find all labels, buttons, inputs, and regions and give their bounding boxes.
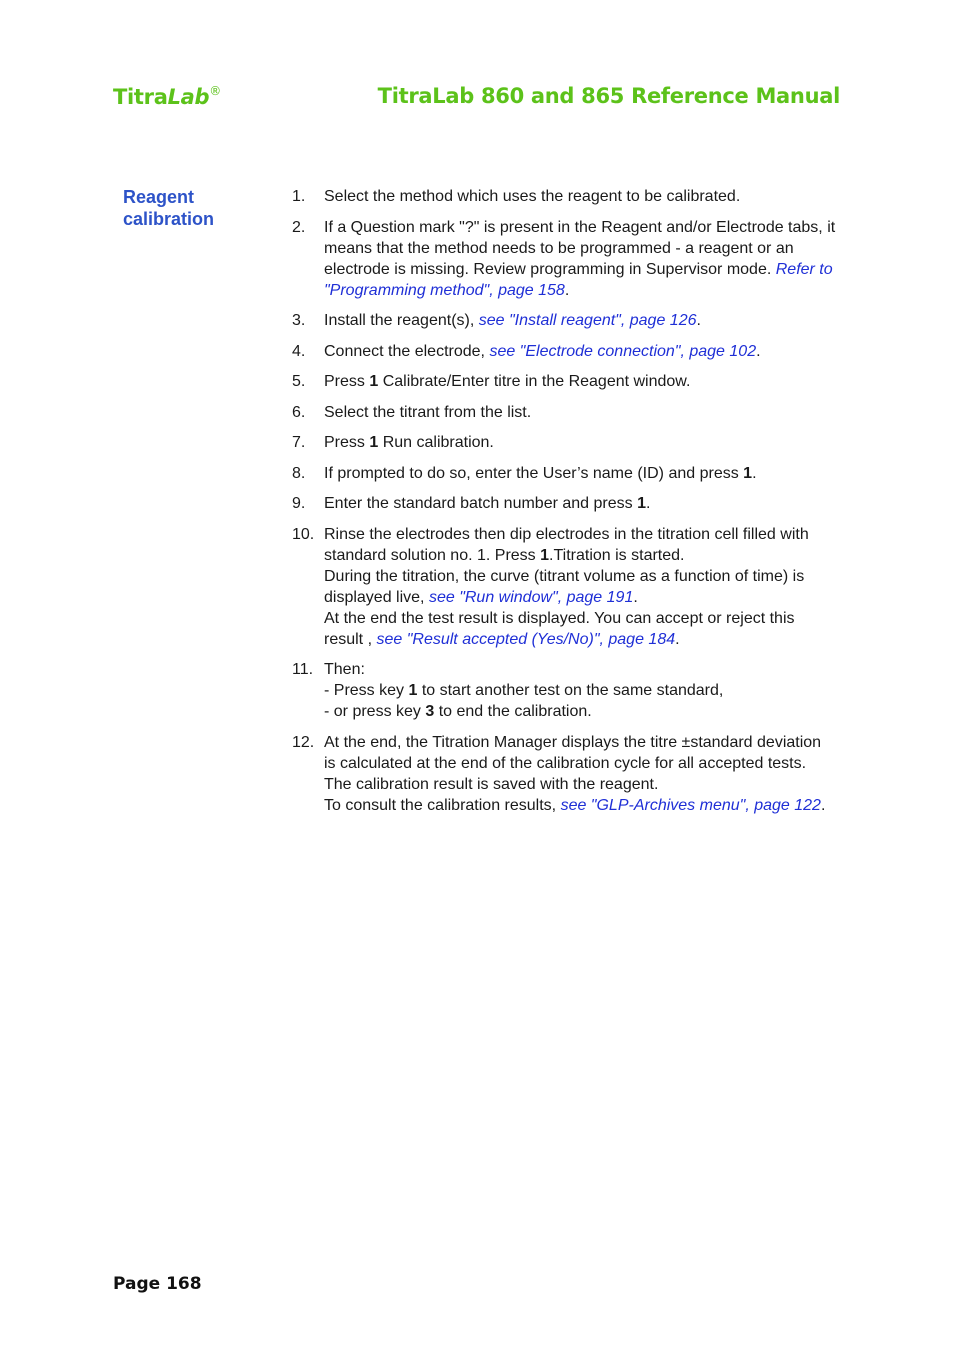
steps-list xyxy=(292,186,837,825)
step-line xyxy=(324,701,837,722)
step-number: 2. xyxy=(292,218,306,236)
step-text-end: . xyxy=(633,588,638,606)
step-text: to start another test on the same standard, xyxy=(417,682,724,699)
step-text: .Titration is started. xyxy=(549,546,685,564)
step-body xyxy=(324,493,837,514)
step-number: 4. xyxy=(292,342,306,360)
step-text: - Press key xyxy=(324,682,409,699)
step-text: Select the titrant from the list. xyxy=(324,403,532,421)
step-text: Select the method which uses the reagent to be calibrated. xyxy=(324,188,741,205)
step-body xyxy=(324,732,837,816)
step-5 xyxy=(292,371,837,392)
step-number: 5. xyxy=(292,373,306,390)
result-accepted-link[interactable]: see "Result accepted (Yes/No)", page 184 xyxy=(376,630,676,648)
run-window-link[interactable]: see "Run window", page 191 xyxy=(428,588,634,606)
step-text-end: . xyxy=(564,281,570,299)
step-10 xyxy=(292,524,837,650)
step-number: 8. xyxy=(292,464,306,482)
step-3 xyxy=(292,310,837,331)
step-text: Enter the standard batch number and press xyxy=(324,495,638,512)
page-number: Page 168 xyxy=(113,1274,202,1294)
step-1 xyxy=(292,186,837,207)
step-text: At the end the test result is displayed. You can accept or reject this result , xyxy=(324,609,795,648)
registered-mark: ® xyxy=(209,84,221,98)
key-label: 1 xyxy=(369,434,379,451)
step-line xyxy=(324,680,837,701)
step-12 xyxy=(292,732,837,816)
section-heading xyxy=(123,186,273,230)
step-body xyxy=(324,371,837,392)
brand-logo xyxy=(113,84,221,109)
key-label: 1 xyxy=(637,495,646,512)
step-line: Then: xyxy=(324,661,365,678)
step-number: 11. xyxy=(292,661,314,678)
step-text-end: Run calibration. xyxy=(378,434,494,451)
step-text-end: Calibrate/Enter titre in the Reagent window. xyxy=(378,373,691,390)
step-line xyxy=(324,524,837,566)
step-body xyxy=(324,217,837,301)
step-text: Press xyxy=(324,434,370,451)
brand-suffix: Lab xyxy=(167,85,210,109)
step-line xyxy=(324,608,837,650)
step-text-end: . xyxy=(820,796,826,814)
step-7 xyxy=(292,432,837,453)
step-number: 12. xyxy=(292,733,315,751)
step-text: If a Question mark "?" is present in the Reagent and/or Electrode tabs, it means that the method needs to be programmed - a reagent or an electrode is missing. Review programming in Supervisor mode. xyxy=(324,218,836,278)
step-body xyxy=(324,463,837,484)
step-body xyxy=(324,524,837,650)
step-number: 6. xyxy=(292,403,306,421)
step-number: 10. xyxy=(292,525,315,543)
programming-method-link[interactable]: Refer to "Programming method", page 158 xyxy=(324,260,833,299)
step-text: During the titration, the curve (titrant volume as a function of time) is displayed live, xyxy=(324,567,805,606)
key-label: 3 xyxy=(425,703,435,720)
step-9 xyxy=(292,493,837,514)
step-text: Rinse the electrodes then dip electrodes in the titration cell filled with standard solution no. 1. Press xyxy=(324,525,809,564)
key-label: 1 xyxy=(408,682,418,699)
step-11 xyxy=(292,659,837,722)
step-number: 1. xyxy=(292,188,306,205)
step-line xyxy=(324,795,837,816)
electrode-connection-link[interactable]: see "Electrode connection", page 102 xyxy=(489,342,757,360)
step-2 xyxy=(292,217,837,301)
step-text-end: . xyxy=(752,464,757,482)
step-4 xyxy=(292,341,837,362)
step-number: 9. xyxy=(292,495,306,512)
step-body xyxy=(324,310,837,331)
step-body xyxy=(324,432,837,453)
step-text: to end the calibration. xyxy=(434,703,592,720)
step-text-end: . xyxy=(675,630,680,648)
step-number: 7. xyxy=(292,434,306,451)
step-line: At the end, the Titration Manager displays the titre ±standard deviation is calculated at the end of the calibration cycle for all accepted tests. The calibration result is saved with the reagent. xyxy=(324,733,822,793)
step-number: 3. xyxy=(292,312,306,329)
step-body xyxy=(324,341,837,362)
brand-prefix: Titra xyxy=(113,85,168,109)
install-reagent-link[interactable]: see "Install reagent", page 126 xyxy=(478,312,697,329)
step-text-end: . xyxy=(696,312,701,329)
step-text: Press xyxy=(324,373,370,390)
glp-archives-link[interactable]: see "GLP-Archives menu", page 122 xyxy=(560,796,821,814)
step-text-end: . xyxy=(645,495,651,512)
section-heading-line1: Reagent xyxy=(123,187,195,207)
step-text: If prompted to do so, enter the User’s name (ID) and press xyxy=(324,464,744,482)
section-heading-line2: calibration xyxy=(123,209,215,229)
step-6 xyxy=(292,402,837,423)
manual-title: TitraLab 860 and 865 Reference Manual xyxy=(377,84,840,108)
step-text: Connect the electrode, xyxy=(324,342,490,360)
key-label: 1 xyxy=(540,546,550,564)
step-text: Install the reagent(s), xyxy=(324,312,479,329)
step-text: - or press key xyxy=(324,703,426,720)
step-line xyxy=(324,566,837,608)
key-label: 1 xyxy=(369,373,379,390)
step-8 xyxy=(292,463,837,484)
step-text: To consult the calibration results, xyxy=(324,796,561,814)
step-body xyxy=(324,659,837,722)
step-text-end: . xyxy=(756,342,761,360)
key-label: 1 xyxy=(743,464,753,482)
